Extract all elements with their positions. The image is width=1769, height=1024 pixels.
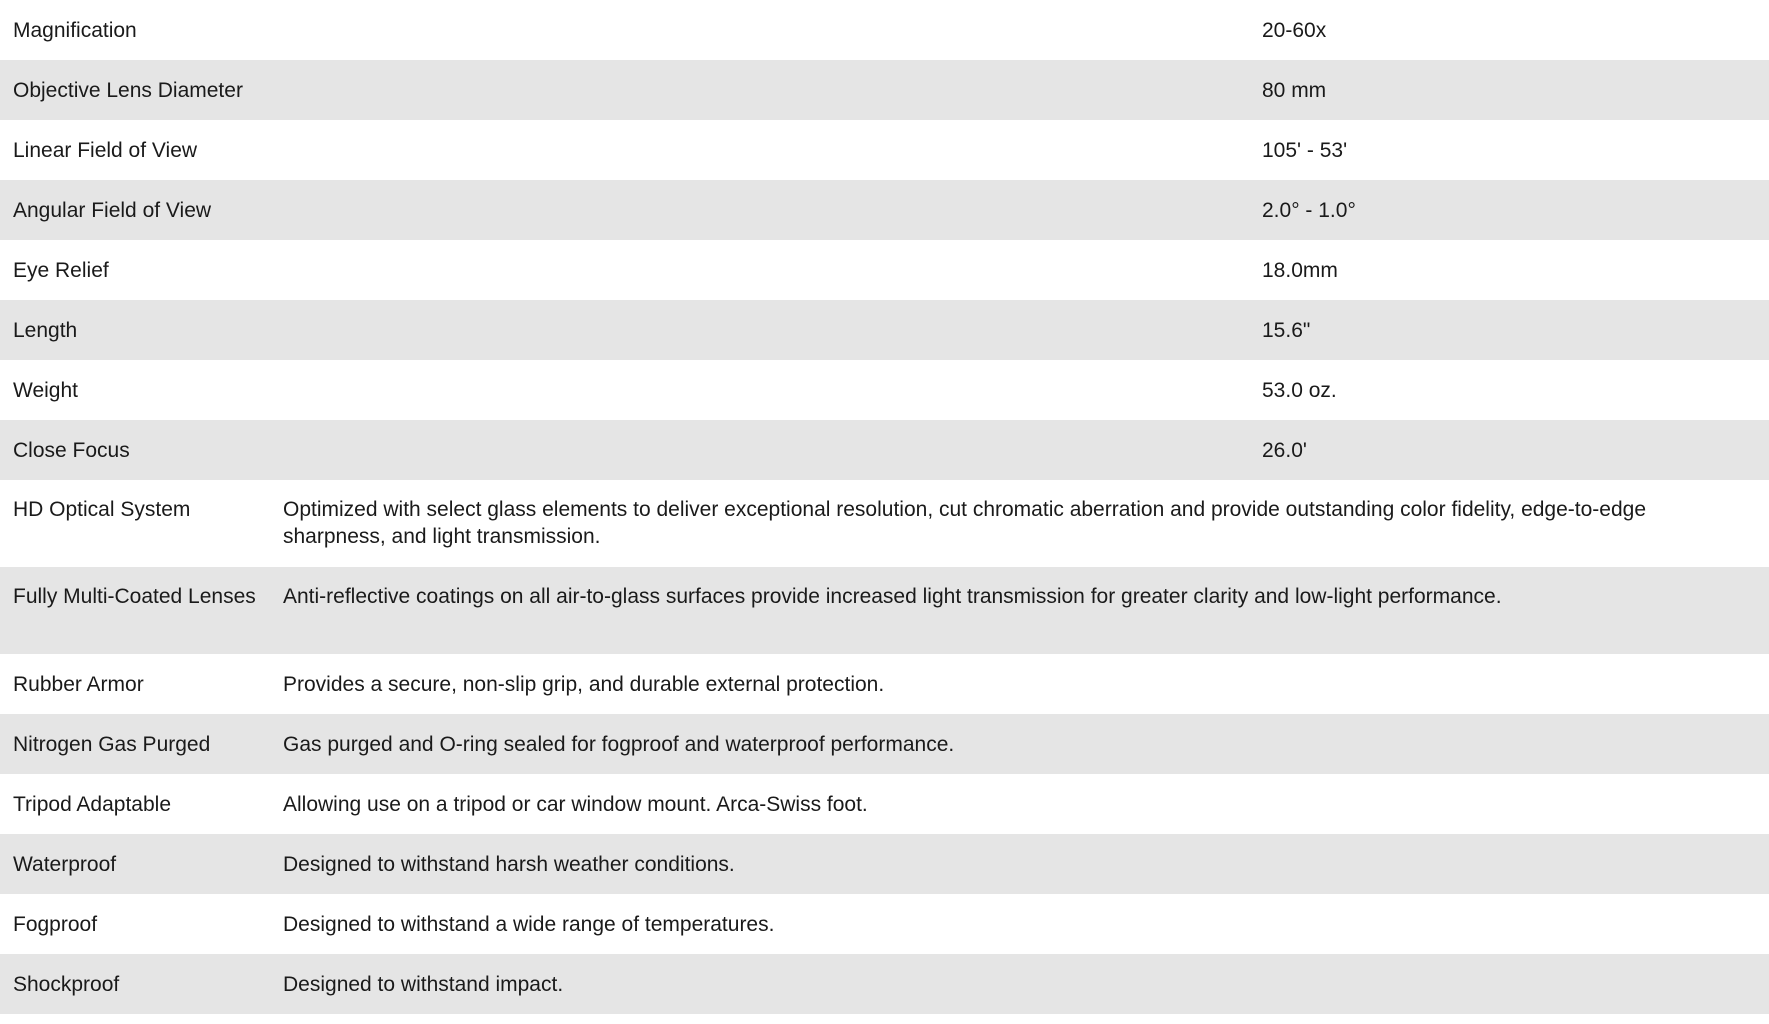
- spec-label: Length: [0, 300, 270, 360]
- spec-label: Weight: [13, 378, 78, 402]
- spec-row-angular-field-of-view: [0, 180, 1769, 240]
- spec-row-weight: [0, 360, 1769, 420]
- feature-label: Fogproof: [13, 912, 98, 936]
- spec-row-length: [0, 300, 1769, 360]
- feature-description: Anti-reflective coatings on all air-to-glass surfaces provide increased light transmission for greater clarity and low-light performance.: [270, 567, 1769, 654]
- feature-row-rubber-armor: [0, 654, 1769, 714]
- feature-description: Gas purged and O-ring sealed for fogproof and waterproof performance.: [270, 714, 1769, 774]
- spec-spacer: [270, 180, 1260, 240]
- spec-value: 26.0': [1260, 420, 1769, 480]
- spec-spacer: [270, 0, 1260, 60]
- spec-spacer: [270, 300, 1260, 360]
- spec-spacer: [270, 120, 1260, 180]
- feature-row-shockproof: [0, 954, 1769, 1014]
- spec-value: 53.0 oz.: [1262, 378, 1337, 402]
- spec-label: Close Focus: [0, 420, 270, 480]
- spec-row-linear-field-of-view: [0, 120, 1769, 180]
- spec-spacer: [270, 60, 1260, 120]
- feature-row-hd-optical-system: [0, 480, 1769, 567]
- feature-label: Tripod Adaptable: [13, 792, 172, 816]
- feature-label: Waterproof: [0, 834, 270, 894]
- feature-description: Designed to withstand harsh weather conditions.: [270, 834, 1769, 894]
- spec-value: 105' - 53': [1262, 138, 1348, 162]
- feature-row-fully-multi-coated-lenses: [0, 567, 1769, 654]
- spec-spacer: [270, 420, 1260, 480]
- feature-row-tripod-adaptable: [0, 774, 1769, 834]
- spec-label: Magnification: [13, 18, 137, 42]
- spec-label: Objective Lens Diameter: [0, 60, 270, 120]
- feature-label: Fully Multi-Coated Lenses: [0, 567, 270, 654]
- feature-description: Designed to withstand impact.: [270, 954, 1769, 1014]
- feature-description: Optimized with select glass elements to deliver exceptional resolution, cut chromatic aberration and provide outstanding color fidelity, edge-to-edge sharpness, and light transmission.: [283, 498, 1647, 548]
- spec-label: Linear Field of View: [13, 138, 198, 162]
- feature-label: Shockproof: [0, 954, 270, 1014]
- feature-row-waterproof: [0, 834, 1769, 894]
- feature-row-fogproof: [0, 894, 1769, 954]
- feature-label: Rubber Armor: [13, 672, 144, 696]
- feature-label: HD Optical System: [13, 498, 191, 521]
- feature-row-nitrogen-gas-purged: [0, 714, 1769, 774]
- spec-value: 80 mm: [1260, 60, 1769, 120]
- spec-value: 20-60x: [1262, 18, 1327, 42]
- spec-row-eye-relief: [0, 240, 1769, 300]
- feature-description: Allowing use on a tripod or car window mount. Arca-Swiss foot.: [283, 792, 868, 816]
- spec-row-objective-lens-diameter: [0, 60, 1769, 120]
- spec-label: Eye Relief: [13, 258, 109, 282]
- spec-value: 15.6": [1260, 300, 1769, 360]
- spec-spacer: [270, 360, 1260, 420]
- feature-description: Provides a secure, non-slip grip, and durable external protection.: [283, 672, 885, 696]
- feature-label: Nitrogen Gas Purged: [0, 714, 270, 774]
- spec-value: 2.0° - 1.0°: [1260, 180, 1769, 240]
- spec-row-magnification: [0, 0, 1769, 60]
- feature-description: Designed to withstand a wide range of temperatures.: [283, 912, 775, 936]
- spec-label: Angular Field of View: [0, 180, 270, 240]
- spec-value: 18.0mm: [1262, 258, 1338, 282]
- spec-spacer: [270, 240, 1260, 300]
- spec-row-close-focus: [0, 420, 1769, 480]
